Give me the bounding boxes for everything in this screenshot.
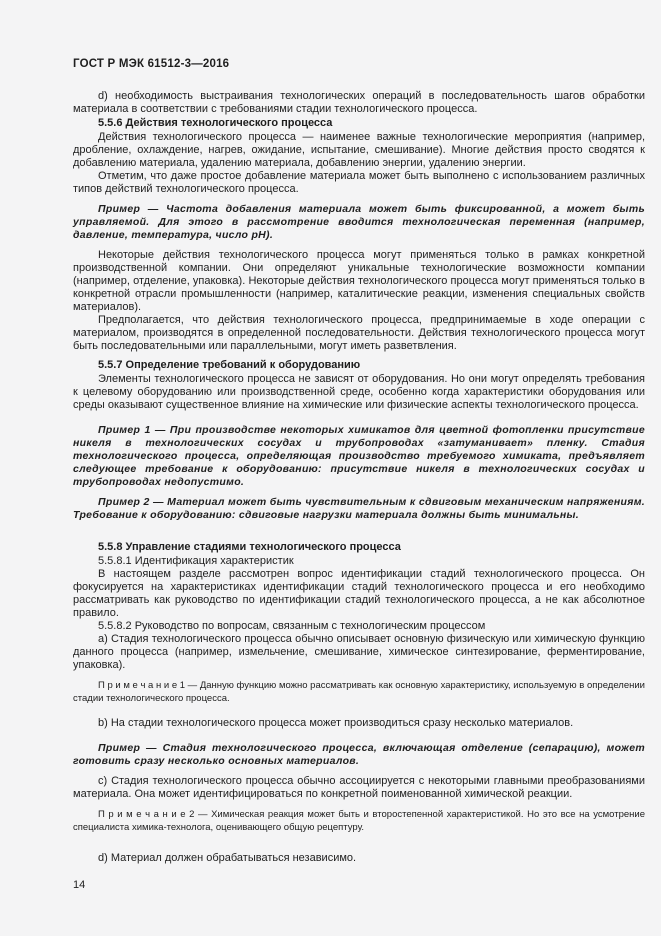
paragraph-stage-identification: В настоящем разделе рассмотрен вопрос идентификации стадий технологического процесса. Он фокусируется на характеристиках идентификации стадий технологического процесса и его необходимо рассматривать как руководство по идентификации стадий технологического процесса, а не как абсолютное правило. — [73, 568, 645, 619]
example-separation-stage: Пример — Стадия технологического процесса, включающая отделение (сепарацию), может готовить сразу несколько основных материалов. — [73, 742, 645, 767]
example-material-frequency: Пример — Частота добавления материала может быть фиксированной, а может быть управляемой. Для этого в рассмотрение вводится технологическая переменная (например, давление, температура, число pH). — [73, 203, 645, 241]
note-2-chemical-reaction: П р и м е ч а н и е 2 — Химическая реакция может быть и второстепенной характеристикой. Но это все на усмотрение специалиста химика-технолога, оценивающего общую рецептуру. — [73, 809, 645, 833]
example-1-nickel-photofilm: Пример 1 — При производстве некоторых химикатов для цветной фотопленки присутствие никеля в технологических сосудах и трубопроводах «затуманивает» пленку. Стадия технологического процесса, определяющая производство требуемого химиката, предъявляет следующее требование к оборудованию: присутствие никеля в технологических сосудах и трубопроводах недопустимо. — [73, 424, 645, 488]
paragraph-company-specific-actions: Некоторые действия технологического процесса могут применяться только в рамках конкретной производственной компании. Они определяют уникальные технологические возможности компании (например, отделение, упаковка). Некоторые действия технологического процесса могут применяться только в конкретной отрасли промышленности (например, каталитические реакции, изменения специальных свойств материалов). — [73, 249, 645, 313]
paragraph-simple-addition: Отметим, что даже простое добавление материала может быть выполнено с использованием различных типов действий технологического процесса. — [73, 170, 645, 195]
section-heading-5-5-7: 5.5.7 Определение требований к оборудованию — [98, 359, 361, 371]
paragraph-process-actions: Действия технологического процесса — наименее важные технологические мероприятия (например, дробление, охлаждение, нагрев, ожидание, испытание, смешивание). Многие действия просто сводятся к добавлению материала, удалению материала, добавлению энергии, удалению энергии. — [73, 131, 645, 169]
list-item-c-material-transformations: c) Стадия технологического процесса обычно ассоциируется с некоторыми главными преобразованиями материала. Она может идентифицироваться по конкретной поименованной химической реакции. — [73, 775, 645, 800]
list-item-d-independent-processing: d) Материал должен обрабатываться независимо. — [98, 852, 357, 864]
example-2-shear-stress: Пример 2 — Материал может быть чувствительным к сдвиговым механическим напряжениям. Требование к оборудованию: сдвиговые нагрузки материала должны быть минимальны. — [73, 496, 645, 521]
list-item-d-material-processing: d) необходимость выстраивания технологических операций в последовательность шагов обработки материала в соответствии с требованиями стадии технологического процесса. — [73, 90, 645, 115]
page-number: 14 — [73, 879, 86, 891]
list-item-b-multiple-materials: b) На стадии технологического процесса может производиться сразу несколько материалов. — [98, 717, 574, 729]
paragraph-action-sequence: Предполагается, что действия технологического процесса, предпринимаемые в ходе операции с материалом, производятся в определенной последовательности. Действия технологического процесса могут быть последовательными или параллельными, могут иметь разветвления. — [73, 314, 645, 352]
section-heading-5-5-8: 5.5.8 Управление стадиями технологического процесса — [98, 541, 401, 553]
list-item-a-process-function: a) Стадия технологического процесса обычно описывает основную физическую или химическую функцию данного процесса (например, измельчение, смешивание, химическое синтезирование, ферментирование, упаковка). — [73, 633, 645, 671]
document-code: ГОСТ Р МЭК 61512-3—2016 — [73, 58, 230, 70]
note-1-main-characteristic: П р и м е ч а н и е 1 — Данную функцию можно рассматривать как основную характеристику, используемую в определении стадии технологического процесса. — [73, 680, 645, 704]
subsection-heading-5-5-8-2: 5.5.8.2 Руководство по вопросам, связанным с технологическим процессом — [98, 620, 486, 632]
paragraph-equipment-requirements: Элементы технологического процесса не зависят от оборудования. Но они могут определять требования к целевому оборудованию или производственной среде, особенно когда характеристики оборудования или среды оказывают существенное влияние на химические или физические аспекты технологического процесса. — [73, 373, 645, 411]
subsection-heading-5-5-8-1: 5.5.8.1 Идентификация характеристик — [98, 555, 294, 567]
section-heading-5-5-6: 5.5.6 Действия технологического процесса — [98, 117, 333, 129]
